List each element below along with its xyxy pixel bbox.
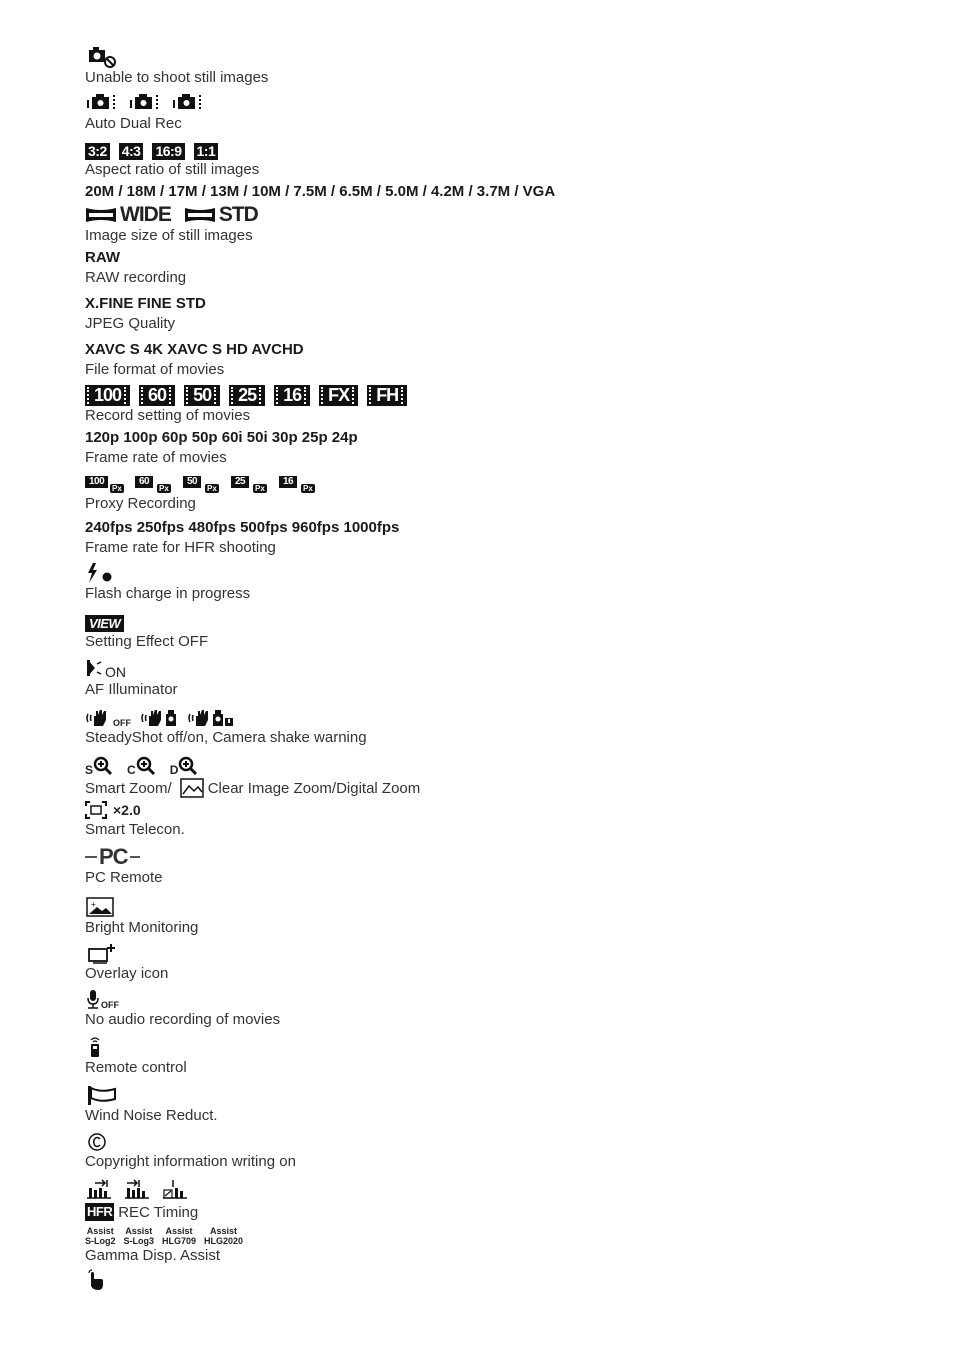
picture-zoom-icon	[180, 778, 206, 798]
record-setting-icon: 16	[274, 385, 310, 406]
icon-row	[85, 470, 925, 494]
icon-row	[85, 704, 925, 728]
rec-timing-label: REC Timing	[118, 1203, 199, 1221]
assist-slog2-icon: Assist S-Log2	[85, 1226, 116, 1246]
icon-row	[85, 986, 925, 1010]
entry-description: Remote control	[85, 1059, 187, 1076]
entry-rec-timing	[85, 1176, 925, 1224]
icon-row	[85, 894, 925, 918]
dual-rec-icon	[171, 92, 205, 114]
steadyshot-on-icon	[140, 708, 178, 728]
aspect-ratio-icon: 16:9	[152, 143, 184, 160]
aspect-ratio-icon: 1:1	[194, 143, 219, 160]
proxy-icon: 25 Px	[231, 476, 267, 494]
entry-image-size	[85, 182, 925, 248]
entry-steadyshot	[85, 704, 925, 752]
icon-row	[85, 202, 925, 226]
entry-hfr-frame-rate	[85, 518, 925, 560]
icon-row	[85, 1224, 925, 1246]
icon-row	[85, 1034, 925, 1058]
entry-auto-dual-rec	[85, 90, 925, 136]
entry-description: File format of movies	[85, 361, 225, 378]
microphone-off-label: OFF	[101, 1000, 119, 1010]
entry-description: SteadyShot off/on, Camera shake warning	[85, 729, 367, 746]
entry-zoom	[85, 752, 925, 800]
panorama-wide-label: WIDE	[120, 203, 171, 226]
entry-description: Record setting of movies	[85, 407, 251, 424]
assist-hlg709-icon: Assist HLG709	[162, 1226, 197, 1246]
icon-row	[85, 44, 925, 68]
record-setting-icon: 25	[229, 385, 265, 406]
bright-monitoring-icon	[85, 896, 115, 918]
frame-rate-values: 120p 100p 60p 50p 60i 50i 30p 25p 24p	[85, 429, 358, 446]
touch-icon	[85, 1268, 107, 1292]
icon-row	[85, 608, 925, 632]
entry-wind-noise	[85, 1082, 925, 1128]
aspect-ratio-icon: 3:2	[85, 143, 110, 160]
steadyshot-off-icon	[85, 708, 131, 728]
rec-timing-middle-icon	[123, 1178, 151, 1200]
steadyshot-off-label: OFF	[113, 718, 131, 728]
icon-row	[85, 656, 925, 680]
entry-frame-rate	[85, 428, 925, 470]
smart-telecon-value: ×2.0	[113, 802, 141, 818]
proxy-icon: 16 Px	[279, 476, 315, 494]
entry-description: Frame rate of movies	[85, 449, 227, 466]
entry-bright-monitoring	[85, 894, 925, 940]
icon-row	[85, 1268, 925, 1292]
icon-row	[85, 90, 925, 114]
rec-timing-start-icon	[85, 1178, 113, 1200]
camera-shake-warning-icon	[187, 708, 235, 728]
entry-overlay-icon	[85, 940, 925, 986]
entry-copyright	[85, 1128, 925, 1176]
remote-control-icon	[85, 1036, 105, 1058]
icon-row	[85, 846, 925, 868]
entry-description: Image size of still images	[85, 227, 253, 244]
entry-proxy-recording	[85, 470, 925, 518]
entry-file-format	[85, 340, 925, 380]
entry-raw	[85, 248, 925, 294]
entry-description: Flash charge in progress	[85, 585, 251, 602]
entry-description	[85, 1200, 925, 1224]
entry-description: Unable to shoot still images	[85, 69, 269, 86]
record-setting-icon: 60	[139, 385, 175, 406]
entry-description: Auto Dual Rec	[85, 115, 182, 132]
entry-description: AF Illuminator	[85, 681, 178, 698]
file-format-values: XAVC S 4K XAVC S HD AVCHD	[85, 341, 304, 358]
entry-description: RAW recording	[85, 269, 187, 286]
smart-telecon-icon	[85, 801, 107, 819]
entry-unable-shoot	[85, 44, 925, 90]
rec-timing-end-icon	[161, 1178, 189, 1200]
entry-pc-remote	[85, 846, 925, 894]
entry-no-audio	[85, 986, 925, 1034]
view-icon: VIEW	[85, 615, 124, 632]
jpeg-quality-values: X.FINE FINE STD	[85, 295, 206, 312]
entry-af-illuminator	[85, 656, 925, 704]
entry-remote-control	[85, 1034, 925, 1082]
entry-touch	[85, 1268, 925, 1292]
entry-description: Proxy Recording	[85, 495, 196, 512]
icon-row	[85, 940, 925, 964]
record-setting-icon: 100	[85, 385, 130, 406]
entry-description: Smart Telecon.	[85, 821, 185, 838]
record-setting-icon: FH	[367, 385, 407, 406]
icon-row	[85, 1128, 925, 1152]
record-setting-icon: 50	[184, 385, 220, 406]
smart-zoom-label: Smart Zoom/	[85, 779, 172, 797]
entry-description: Overlay icon	[85, 965, 169, 982]
proxy-icon: 50 Px	[183, 476, 219, 494]
proxy-icon: 100 Px	[85, 476, 123, 494]
flash-charge-icon	[85, 562, 115, 584]
icon-row	[85, 1176, 925, 1200]
entry-description: Aspect ratio of still images	[85, 161, 260, 178]
dual-rec-icon	[128, 92, 162, 114]
icon-row	[85, 560, 925, 584]
entry-jpeg-quality	[85, 294, 925, 340]
copyright-icon	[85, 1130, 107, 1152]
af-illuminator-on-label: ON	[105, 664, 126, 680]
icon-row	[85, 136, 925, 160]
entry-aspect-ratio	[85, 136, 925, 182]
aspect-ratio-icon: 4:3	[119, 143, 144, 160]
assist-hlg2020-icon: Assist HLG2020	[204, 1226, 244, 1246]
clear-image-zoom-label: Clear Image Zoom/Digital Zoom	[207, 779, 421, 797]
entry-description: JPEG Quality	[85, 315, 176, 332]
entry-gamma-disp-assist	[85, 1224, 925, 1268]
entry-description: Bright Monitoring	[85, 919, 199, 936]
entry-description: Wind Noise Reduct.	[85, 1107, 218, 1124]
icon-row	[85, 380, 925, 406]
record-setting-icon: FX	[319, 385, 358, 406]
raw-label: RAW	[85, 249, 120, 266]
entry-description: Frame rate for HFR shooting	[85, 539, 276, 556]
proxy-icon: 60 Px	[135, 476, 171, 494]
icon-list-page	[85, 44, 925, 1292]
image-size-values: 20M / 18M / 17M / 13M / 10M / 7.5M / 6.5M / 5.0M / 4.2M / 3.7M / VGA	[85, 183, 556, 200]
panorama-wide-icon	[85, 204, 171, 226]
wind-noise-icon	[85, 1084, 117, 1106]
panorama-std-icon	[184, 204, 258, 226]
entry-flash-charge	[85, 560, 925, 608]
hfr-frame-rate-values: 240fps 250fps 480fps 500fps 960fps 1000fps	[85, 519, 400, 536]
camera-prohibited-icon	[85, 44, 119, 68]
icon-row	[85, 800, 925, 820]
pc-remote-icon: PC	[85, 846, 140, 868]
af-illuminator-icon	[85, 658, 105, 680]
icon-row	[85, 1082, 925, 1106]
entry-smart-telecon	[85, 800, 925, 846]
entry-description: Gamma Disp. Assist	[85, 1247, 221, 1264]
clear-image-zoom-icon: C	[127, 756, 156, 776]
digital-zoom-icon: D	[170, 756, 199, 776]
entry-setting-effect-off	[85, 608, 925, 656]
hfr-icon: HFR	[87, 1204, 113, 1219]
microphone-off-icon	[85, 988, 101, 1010]
entry-description: Copyright information writing on	[85, 1153, 296, 1170]
icon-row	[85, 752, 925, 776]
smart-zoom-icon: S	[85, 756, 113, 776]
entry-record-setting	[85, 380, 925, 428]
panorama-std-label: STD	[218, 203, 258, 226]
entry-description: Setting Effect OFF	[85, 633, 209, 650]
dual-rec-icon	[85, 92, 119, 114]
entry-description: PC Remote	[85, 869, 163, 886]
entry-description	[85, 776, 925, 800]
overlay-icon	[85, 942, 115, 964]
svg-text:+: +	[91, 900, 96, 909]
entry-description: No audio recording of movies	[85, 1011, 281, 1028]
assist-slog3-icon: Assist S-Log3	[123, 1226, 154, 1246]
